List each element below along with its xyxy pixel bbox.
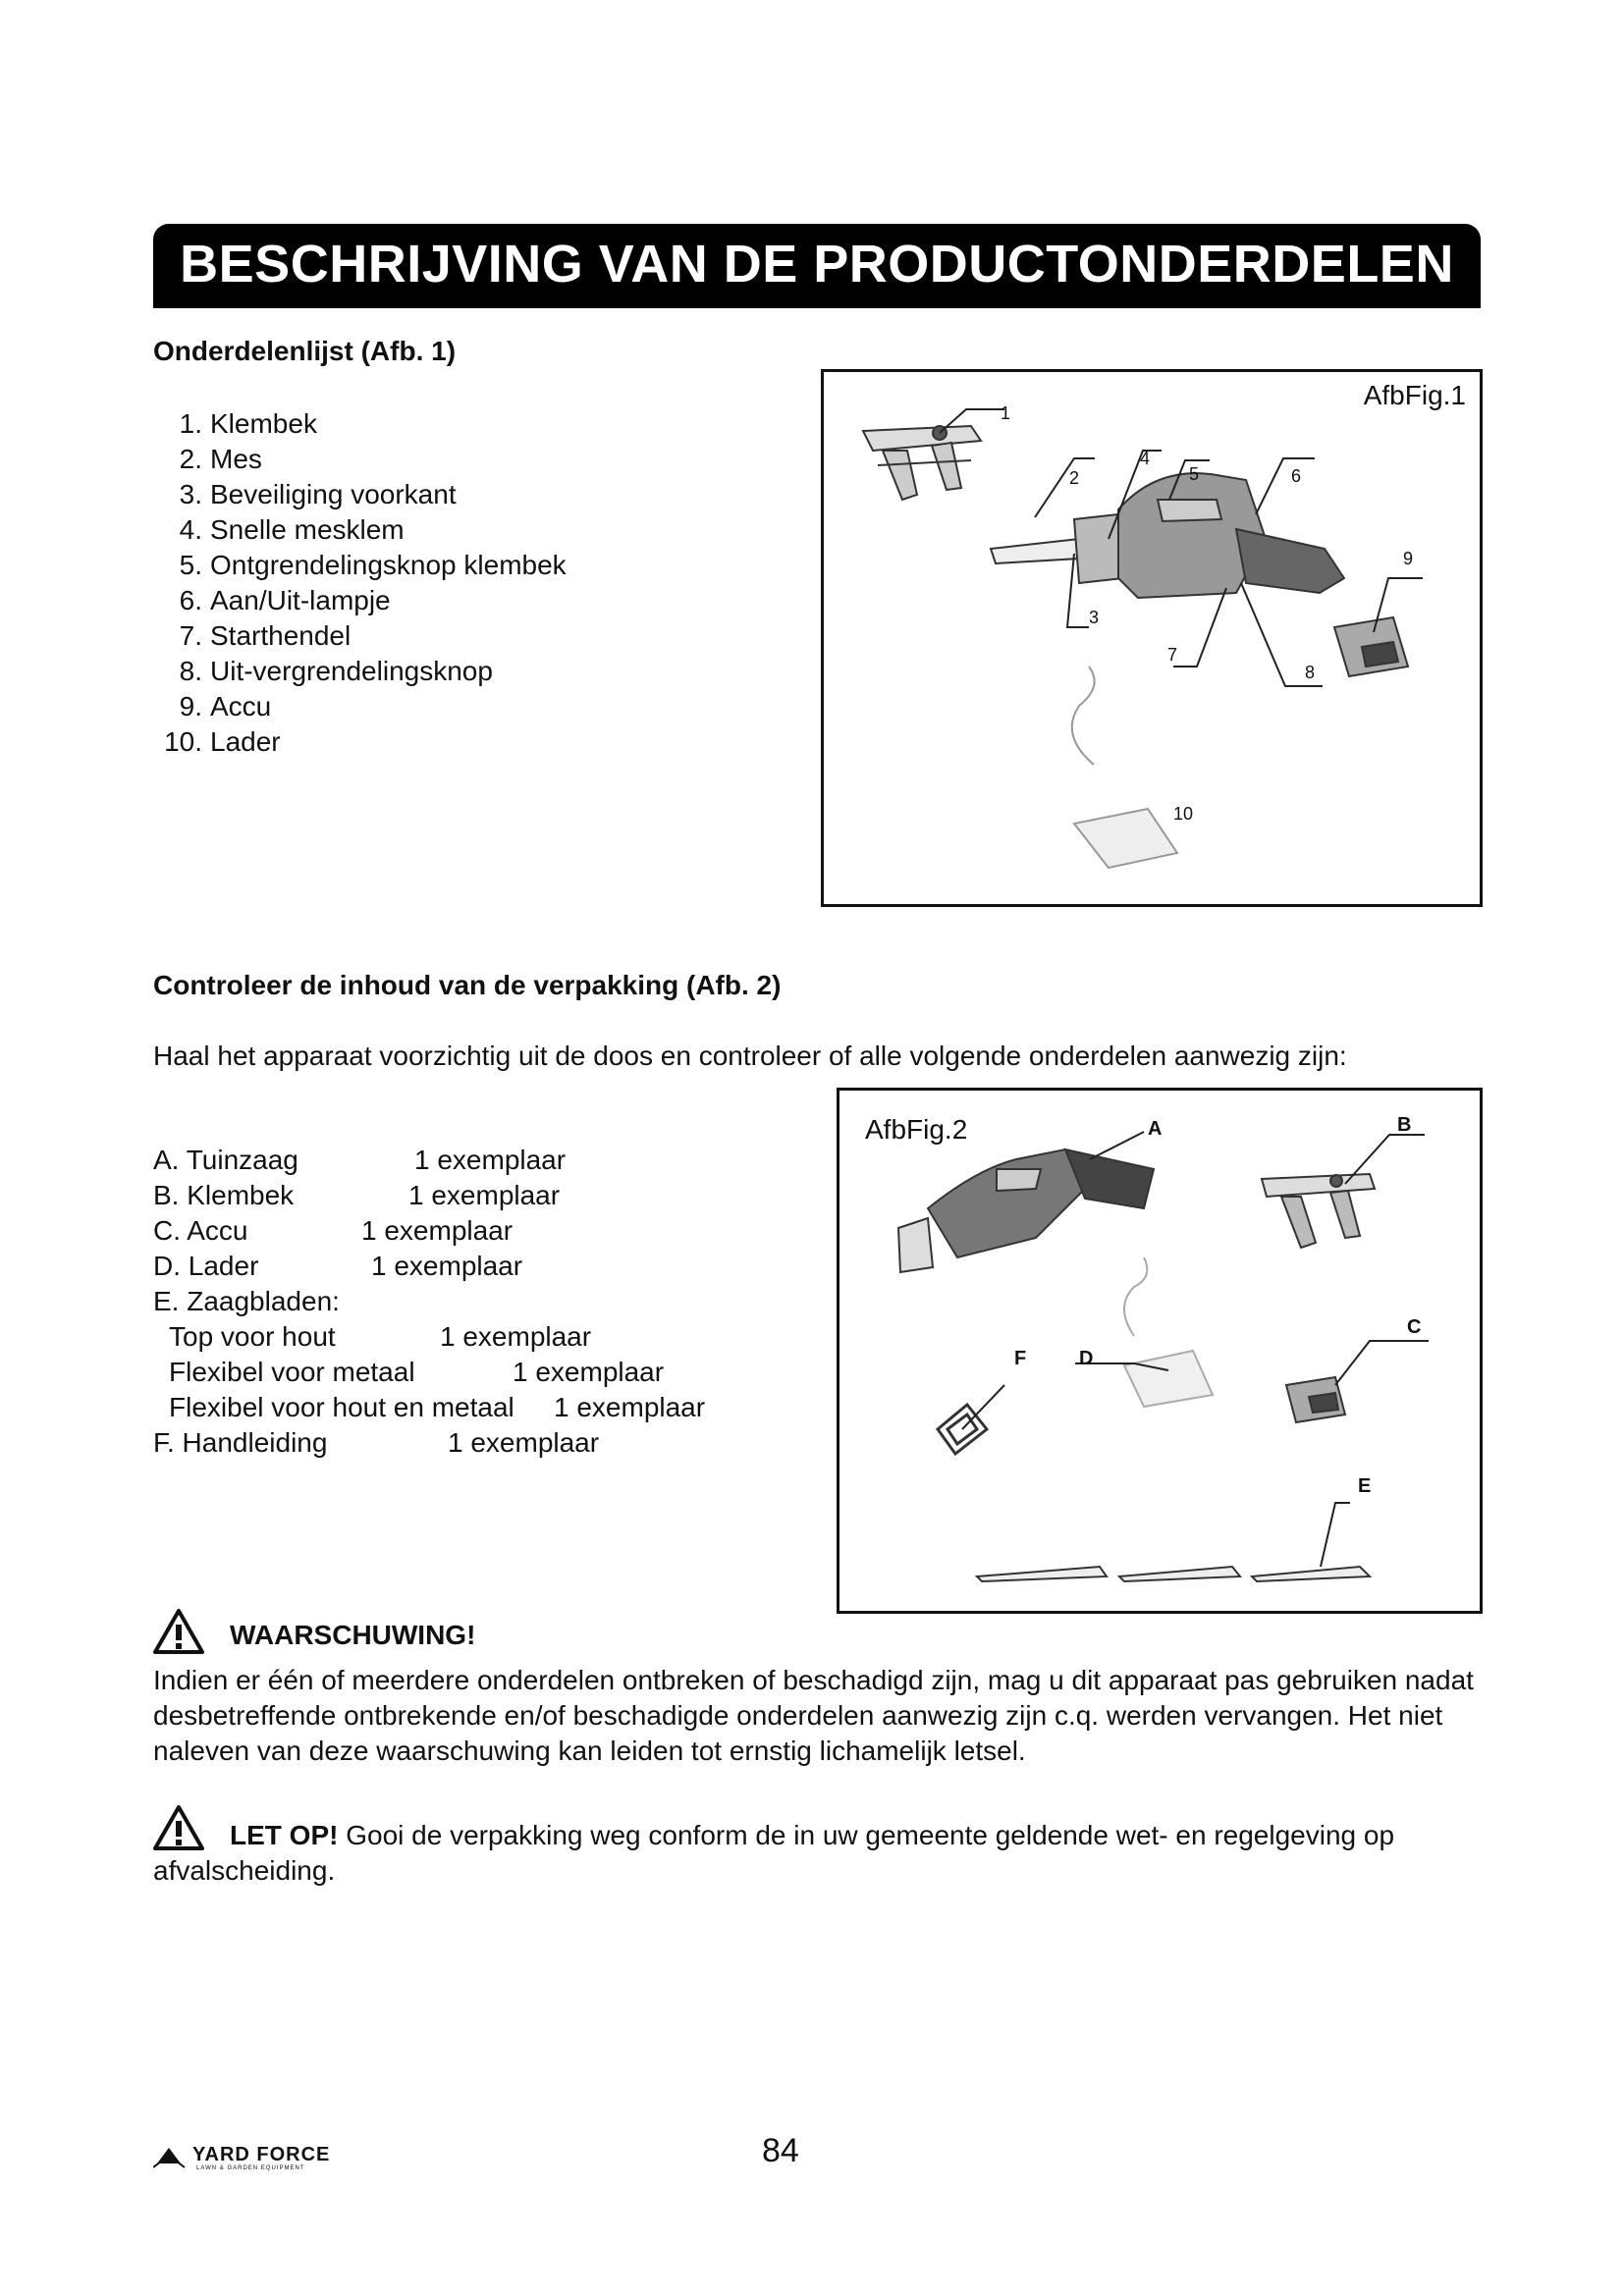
- callout-f: F: [1014, 1348, 1027, 1369]
- list-item: Top voor hout 1 exemplaar: [169, 1321, 592, 1352]
- figure-1-label: AfbFig.1: [1363, 380, 1466, 410]
- figure-1-illustration: [824, 372, 1480, 904]
- parts-list: [153, 406, 664, 760]
- callout-3: 3: [1089, 608, 1100, 627]
- brand-name: YARD FORCE: [192, 2144, 331, 2165]
- callout-8: 8: [1305, 663, 1316, 682]
- warning-icon: [153, 1608, 204, 1655]
- callout-7: 7: [1167, 645, 1178, 665]
- charger-drawing: [1124, 1257, 1213, 1407]
- saw-drawing: [898, 1149, 1154, 1272]
- figure-2-illustration: [839, 1091, 1480, 1611]
- list-item: 8. Uit-vergrendelingsknop: [179, 656, 493, 686]
- package-list: [153, 1145, 762, 1463]
- list-item: 9. Accu: [179, 691, 272, 721]
- callout-6: 6: [1291, 466, 1302, 486]
- figure-2-label: AfbFig.2: [865, 1114, 968, 1145]
- figure-2: [837, 1088, 1483, 1614]
- clamp-drawing: [1262, 1174, 1375, 1248]
- package-heading: Controleer de inhoud van de verpakking (Afb. 2): [153, 970, 782, 1000]
- list-item: Flexibel voor hout en metaal 1 exemplaar: [169, 1392, 706, 1422]
- battery-drawing: [1334, 617, 1408, 676]
- section-title: BESCHRIJVING VAN DE PRODUCTONDERDELEN: [180, 235, 1454, 294]
- parts-heading: Onderdelenlijst (Afb. 1): [153, 336, 457, 366]
- list-item: E. Zaagbladen:: [153, 1286, 340, 1316]
- figure-1: [821, 369, 1483, 907]
- charger-drawing: [1072, 667, 1177, 868]
- list-item: 6. Aan/Uit-lampje: [179, 585, 391, 615]
- list-item: 2. Mes: [179, 444, 262, 474]
- list-item: 1. Klembek: [179, 408, 317, 439]
- package-intro: Haal het apparaat voorzichtig uit de doos en controleer of alle volgende onderdelen aanwezig zijn:: [153, 1041, 1347, 1071]
- warning-title: WAARSCHUWING!: [230, 1620, 476, 1650]
- list-item: 3. Beveiliging voorkant: [179, 479, 457, 509]
- callout-2: 2: [1069, 468, 1080, 488]
- section-title-bar: [153, 224, 1481, 308]
- callout-c: C: [1407, 1316, 1422, 1338]
- caution-text: Gooi de verpakking weg conform de in uw gemeente geldende wet- en regelgeving op afvalscheiding.: [153, 1820, 1395, 1886]
- callout-b: B: [1397, 1114, 1412, 1136]
- callout-a: A: [1148, 1118, 1163, 1140]
- callout-10: 10: [1173, 804, 1194, 824]
- blades-drawing: [977, 1567, 1370, 1581]
- list-item: 10. Lader: [164, 726, 281, 757]
- callout-9: 9: [1403, 549, 1414, 568]
- list-item: A. Tuinzaag 1 exemplaar: [153, 1145, 567, 1175]
- caution-paragraph: [153, 1818, 1489, 1889]
- warning-text: Indien er één of meerdere onderdelen ontbreken of beschadigd zijn, mag u dit apparaat pas gebruiken nadat desbetreffende ontbrekende en/of beschadigde onderdelen aanwezig zijn c.q. werden vervangen. Het niet naleven van deze waarschuwing kan leiden tot ernstig lichamelijk letsel.: [153, 1665, 1474, 1766]
- list-item: D. Lader 1 exemplaar: [153, 1251, 523, 1281]
- callout-e: E: [1358, 1475, 1372, 1497]
- brand-tagline: LAWN & GARDEN EQUIPMENT: [196, 2165, 305, 2171]
- list-item: 7. Starthendel: [179, 620, 352, 651]
- callout-1: 1: [1001, 403, 1011, 423]
- page-number: 84: [762, 2132, 799, 2169]
- saw-body-drawing: [991, 473, 1344, 598]
- list-item: 5. Ontgrendelingsknop klembek: [179, 550, 567, 580]
- brand-logo: [153, 2138, 389, 2177]
- list-item: C. Accu 1 exemplaar: [153, 1215, 514, 1246]
- list-item: 4. Snelle mesklem: [179, 514, 405, 545]
- caution-title: LET OP!: [230, 1820, 339, 1850]
- callout-d: D: [1079, 1348, 1094, 1369]
- list-item: F. Handleiding 1 exemplaar: [153, 1427, 600, 1458]
- callout-4: 4: [1140, 449, 1151, 468]
- callout-5: 5: [1189, 464, 1200, 484]
- list-item: B. Klembek 1 exemplaar: [153, 1180, 561, 1210]
- list-item: Flexibel voor metaal 1 exemplaar: [169, 1357, 665, 1387]
- clamp-jaw-drawing: [863, 426, 981, 500]
